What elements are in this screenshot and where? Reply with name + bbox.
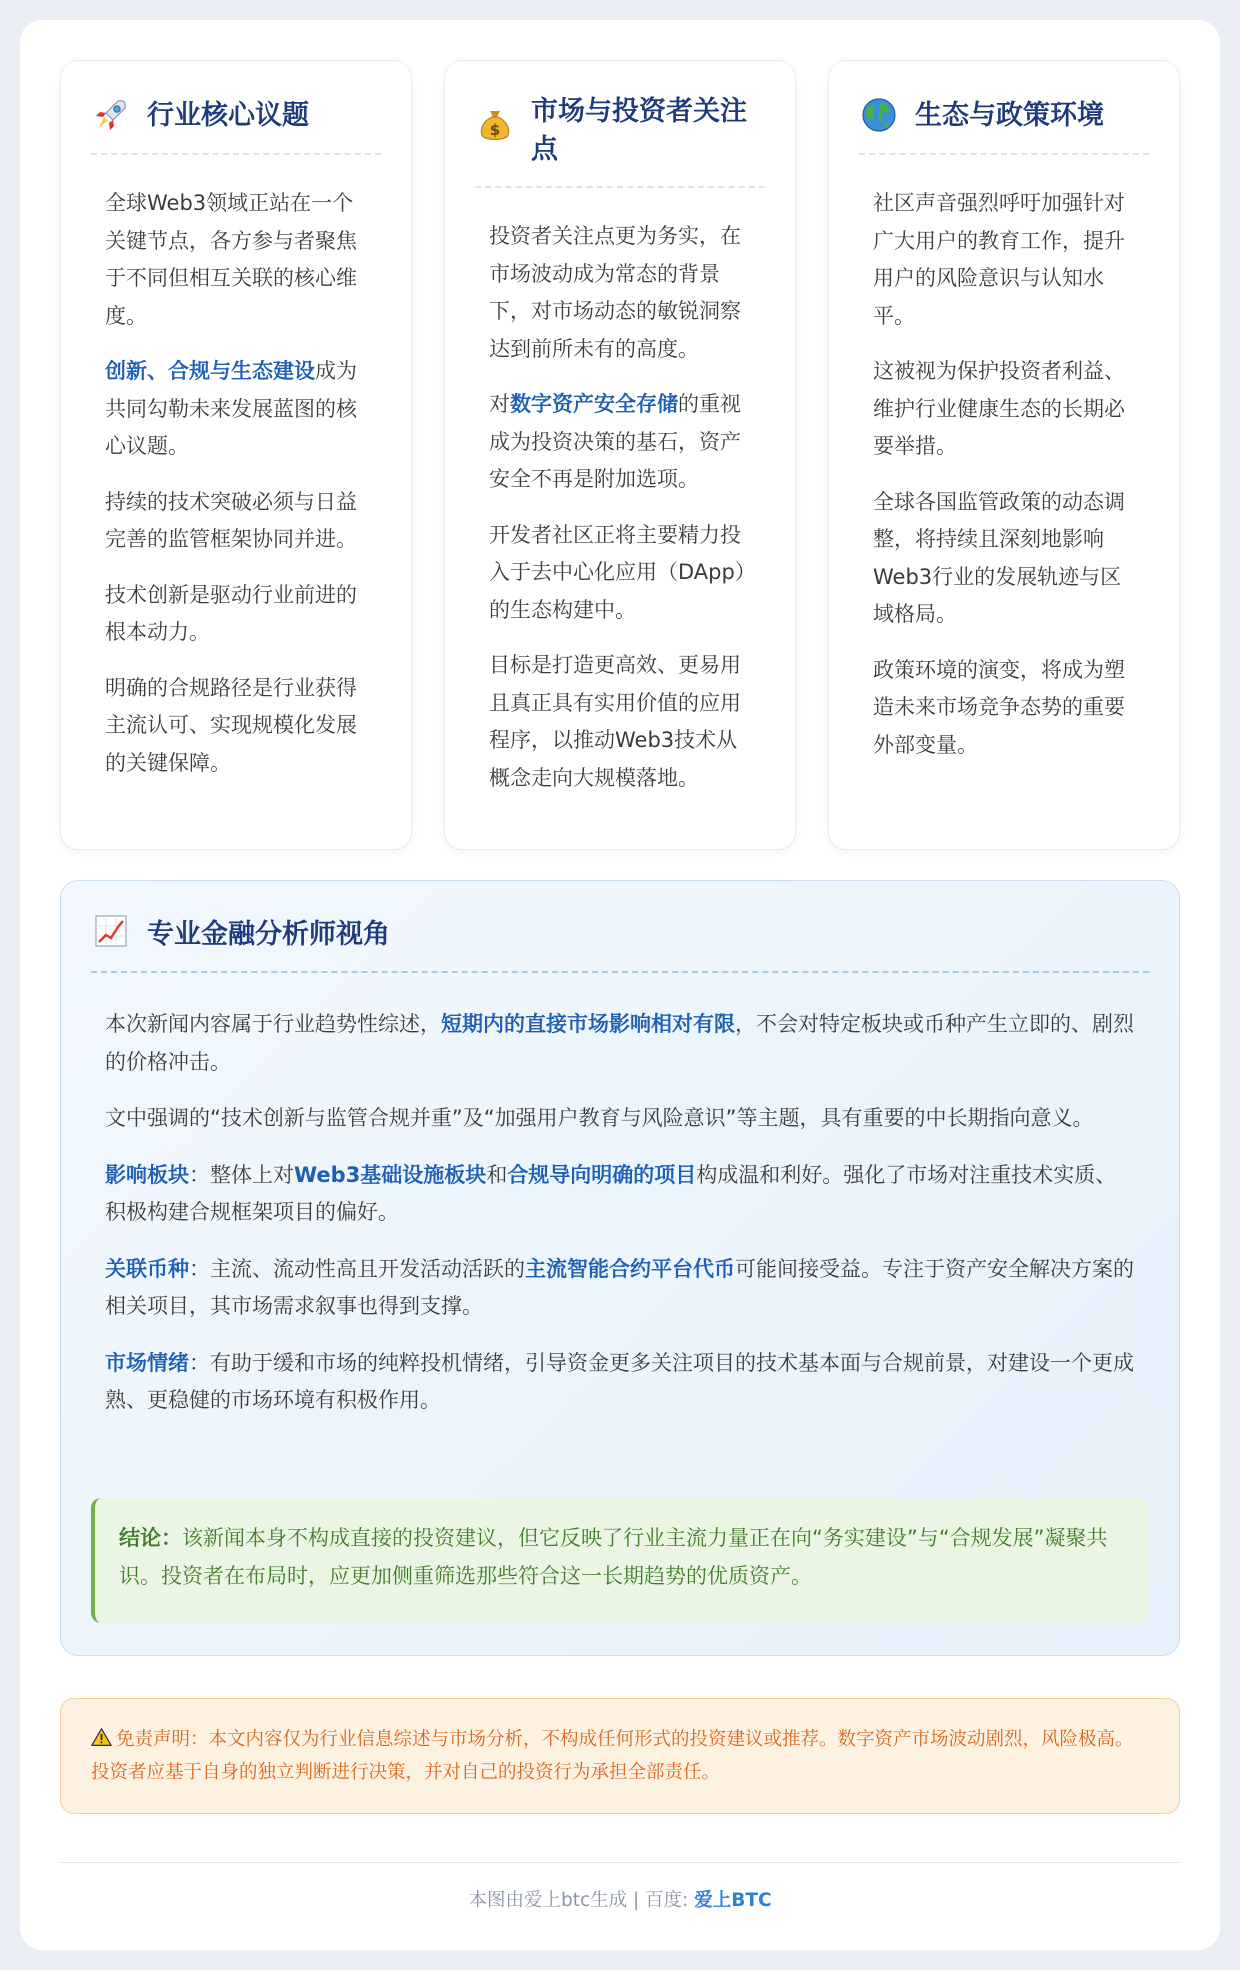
paragraph-text: ：整体上对 [189,1162,294,1187]
topic-cards [60,60,1180,850]
highlight-text: Web3基础设施板块 [294,1162,487,1187]
paragraph-text: 技术创新是驱动行业前进的根本动力。 [105,582,357,644]
card-paragraph [873,652,1135,765]
card-paragraph [489,218,751,368]
analyst-body [91,973,1149,1420]
paragraph-text: 对 [489,392,510,416]
highlight-text: 主流智能合约平台代币 [525,1256,735,1281]
card-title: 生态与政策环境 [915,100,1104,130]
analyst-paragraph [105,1345,1135,1420]
paragraph-text: 目标是打造更高效、更易用且真正具有实用价值的应用程序，以推动Web3技术从概念走向大规模落地。 [489,653,741,790]
analyst-title: 专业金融分析师视角 [147,918,390,949]
highlight-text: 短期内的直接市场影响相对有限 [441,1012,735,1036]
footer [20,1886,1220,1912]
card-title: 市场与投资者关注点 [531,96,747,164]
card-paragraph [105,484,367,559]
card-title: 行业核心议题 [147,100,309,130]
analyst-paragraph [105,1251,1135,1326]
disclaimer-text: 免责声明：本文内容仅为行业信息综述与市场分析，不构成任何形式的投资建议或推荐。数字资产市场波动剧烈，风险极高。投资者应基于自身的独立判断进行决策，并对自己的投资行为承担全部责任。 [91,1729,1134,1783]
highlight-text: 创新、合规与生态建设 [105,359,315,383]
paragraph-text: 投资者关注点更为务实，在市场波动成为常态的背景下，对市场动态的敏锐洞察达到前所未有的高度。 [489,224,741,361]
highlight-text: 合规导向明确的项目 [507,1162,697,1187]
card-paragraph [105,185,367,335]
card-body [91,155,381,782]
analyst-section [60,880,1180,1656]
rocket-icon [91,95,131,135]
paragraph-text: 这被视为保护投资者利益、维护行业健康生态的长期必要举措。 [873,359,1125,458]
paragraph-text: 构成温和利好。强化了市场对注重技术实质、积极构建合规框架项目的偏好。 [105,1162,1117,1224]
analyst-header [91,881,1149,973]
card-paragraph [873,484,1135,634]
card-paragraph [105,577,367,652]
money-bag-icon [475,105,515,145]
highlight-text: 市场情绪 [105,1350,189,1375]
disclaimer-box [60,1698,1180,1814]
paragraph-text: 开发者社区正将主要精力投入于去中心化应用（DApp）的生态构建中。 [489,522,746,622]
analyst-paragraph [105,1006,1135,1081]
card-header [859,61,1149,155]
analyst-paragraph [105,1100,1135,1138]
conclusion-text: 该新闻本身不构成直接的投资建议，但它反映了行业主流力量正在向“务实建设”与“合规发展”凝聚共识。投资者在布局时，应更加侧重筛选那些符合这一长期趋势的优质资产。 [119,1526,1108,1588]
chart-increasing-icon [91,911,131,951]
card-paragraph [489,517,751,630]
footer-brand-link[interactable]: 爱上BTC [694,1890,772,1911]
paragraph-text: 政策环境的演变，将成为塑造未来市场竞争态势的重要外部变量。 [873,657,1125,757]
card-market-investor [444,60,796,850]
paragraph-text: 本次新闻内容属于行业趋势性综述， [105,1012,441,1036]
page [20,20,1220,1950]
card-ecosystem-policy [828,60,1180,850]
paragraph-text: 社区声音强烈呼吁加强针对广大用户的教育工作，提升用户的风险意识与认知水平。 [873,191,1125,328]
card-header [475,61,765,188]
paragraph-text: ，不会对特定板块或币种产生立即的、剧烈的价格冲击。 [105,1012,1134,1074]
svg-text:$: $ [489,121,501,139]
paragraph-text: 成为共同勾勒未来发展蓝图的核心议题。 [105,359,357,458]
card-body [475,188,765,797]
paragraph-text: 明确的合规路径是行业获得主流认可、实现规模化发展的关键保障。 [105,675,357,775]
card-industry-topics [60,60,412,850]
highlight-text: 关联币种 [105,1256,189,1281]
card-paragraph [105,353,367,466]
paragraph-text: 全球Web3领域正站在一个关键节点，各方参与者聚焦于不同但相互关联的核心维度。 [105,191,357,328]
card-paragraph [105,670,367,783]
paragraph-text: ：有助于缓和市场的纯粹投机情绪，引导资金更多关注项目的技术基本面与合规前景，对建设一个更成熟、更稳健的市场环境有积极作用。 [105,1350,1134,1412]
paragraph-text: 全球各国监管政策的动态调整，将持续且深刻地影响Web3行业的发展轨迹与区域格局。 [873,489,1125,626]
paragraph-text: 的重视成为投资决策的基石，资产安全不再是附加选项。 [489,392,741,491]
card-header [91,61,381,155]
card-paragraph [489,647,751,797]
paragraph-text: 和 [486,1162,508,1187]
footer-text: 本图由爱上btc生成 | 百度: [468,1890,695,1911]
paragraph-text: 持续的技术突破必须与日益完善的监管框架协同并进。 [105,489,357,551]
highlight-text: 数字资产安全存储 [510,392,678,416]
globe-icon [859,95,899,135]
card-paragraph [873,185,1135,335]
warning-icon [91,1727,112,1748]
paragraph-text: ：主流、流动性高且开发活动活跃的 [189,1256,525,1281]
analyst-paragraph [105,1157,1135,1232]
card-paragraph [489,386,751,499]
conclusion-label: 结论： [119,1526,182,1550]
paragraph-text: 可能间接受益。专注于资产安全解决方案的相关项目，其市场需求叙事也得到支撑。 [105,1256,1134,1318]
conclusion-box [91,1498,1149,1623]
highlight-text: 影响板块 [105,1162,189,1187]
card-body [859,155,1149,764]
paragraph-text: 文中强调的“技术创新与监管合规并重”及“加强用户教育与风险意识”等主题，具有重要的中长期指向意义。 [105,1106,1094,1130]
card-paragraph [873,353,1135,466]
footer-divider [60,1862,1180,1863]
